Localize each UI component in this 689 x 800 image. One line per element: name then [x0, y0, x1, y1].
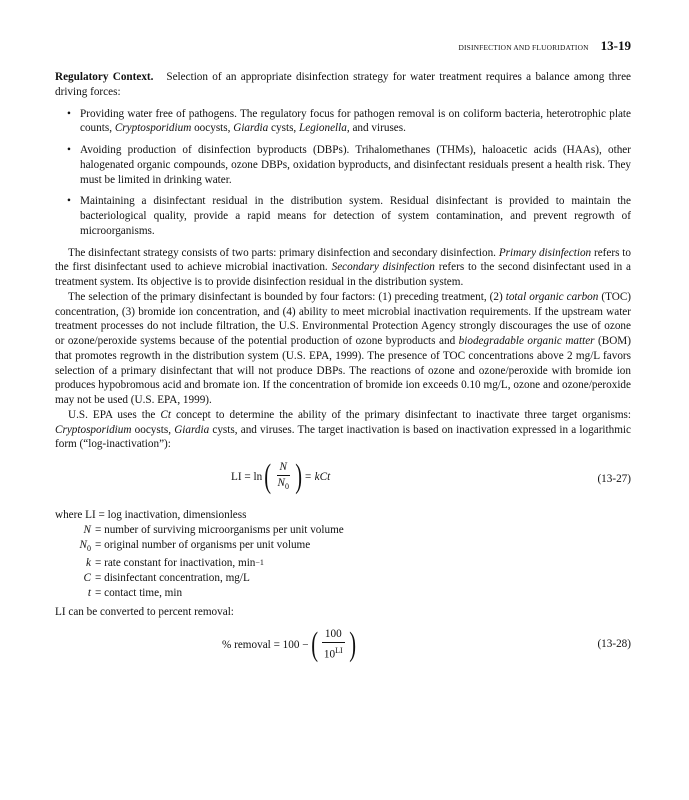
- eq-denominator: 10: [323, 649, 336, 662]
- running-head-title: DISINFECTION AND FLUORIDATION: [458, 43, 589, 52]
- bullet-icon: •: [67, 107, 71, 120]
- right-paren-icon: ): [295, 458, 303, 496]
- paragraph-primary-selection: The selection of the primary disinfectant is bounded by four factors: (1) preceding treatment, (2) total organic carbon (TOC) concentration, (3) bromide ion concentration, and (4) ability to meet microbial inactivation requirements. If the upstream water treatment processes do not include filtration, the U.S. Environmental Protection Agency strongly discourages the use of ozone or ozone/peroxide systems because of the potential production of ozone byproducts and biodegradable organic matter (BOM) that promotes regrowth in the distribution system (U.S. EPA, 1999). The presence of TOC concentrations above 2 mg/L favors selection of a primary disinfectant that will not produce DBPs. The reactions of ozone and ozone/peroxide with bromide ion produces hypobromous acid and bromate ion. If the concentration of bromide ion exceeds 0.10 mg/L, ozone and ozone/peroxide may not be used (U.S. EPA, 1999).: [55, 290, 632, 406]
- eq-lhs: % removal = 100 −: [222, 638, 309, 651]
- intro-text: Selection of an appropriate disinfection strategy for water treatment requires a balance among three driving forces:: [55, 71, 632, 98]
- equation-expression: [222, 627, 358, 663]
- left-paren-icon: (: [264, 458, 272, 496]
- definition-row: t = contact time, min: [87, 586, 183, 599]
- list-item: • Avoiding production of disinfection byproducts (DBPs). Trihalomethanes (THMs), haloacetic acids (HAAs), other halogenated organic compounds, ozone DBPs, oxidation byproducts, and disinfectant residuals present a health risk. They must be limited in drinking water.: [67, 144, 631, 186]
- fraction: $\frac{N}{N_0}$: [277, 461, 289, 492]
- eq-rhs: = kCt: [304, 470, 331, 483]
- list-item: • Maintaining a disinfectant residual in the distribution system. Residual disinfectant is provided to maintain the bacteriological quality, provide a rapid means for detection of system contamination, and prevent regrowth of microorganisms.: [67, 195, 631, 237]
- equation-13-28: [55, 627, 631, 669]
- percent-removal-lead-in: LI can be converted to percent removal:: [55, 605, 234, 618]
- left-paren-icon: (: [310, 626, 318, 664]
- running-head: [458, 38, 631, 54]
- eq-numerator: N: [279, 461, 287, 473]
- equation-13-27: [55, 458, 631, 504]
- eq-denominator: N: [277, 477, 285, 489]
- definition-row: C = disinfectant concentration, mg/L: [83, 572, 250, 585]
- section-run-in-heading: Regulatory Context.: [55, 71, 154, 83]
- bullet-icon: •: [67, 144, 71, 156]
- fraction: $\frac{100}{10^{LI}}$: [321, 627, 346, 663]
- bullet-icon: •: [67, 195, 71, 208]
- eq-numerator: 100: [322, 627, 345, 643]
- definition-row: $N_0$ = original number of organisms per unit volume: [79, 538, 311, 553]
- driving-forces-list: [55, 107, 631, 239]
- intro-paragraph: [55, 70, 631, 100]
- list-item: • Providing water free of pathogens. The regulatory focus for pathogen removal is on coliform bacteria, heterotrophic plate counts, Cryptosporidium oocysts, Giardia cysts, Legionella, and viruses.: [67, 107, 631, 135]
- right-paren-icon: ): [348, 626, 356, 664]
- page-number: 13-19: [600, 38, 631, 53]
- paragraph-disinfectant-strategy: The disinfectant strategy consists of two parts: primary disinfection and secondary disinfection. Primary disinfection refers to the first disinfectant used to achieve microbial inactivation. Secondary disinfection refers to the second disinfectant used in a treatment system. Its objective is to provide disinfection residual in the distribution system.: [55, 246, 631, 288]
- equation-expression: [231, 460, 330, 494]
- definition-row: N = number of surviving microorganisms per unit volume: [83, 523, 344, 536]
- definition-row: k = rate constant for inactivation, min −1: [86, 557, 264, 570]
- variable-definitions: [55, 508, 631, 601]
- equation-number: (13-28): [597, 638, 631, 651]
- eq-lhs: LI = ln: [231, 470, 263, 483]
- definition-row: where LI = log inactivation, dimensionless: [55, 509, 247, 521]
- paragraph-ct-concept: U.S. EPA uses the Ct concept to determine the ability of the primary disinfectant to inactivate three target organisms: Cryptosporidium oocysts, Giardia cysts, and viruses. The target inactivation is based on inactivation expressed in a logarithmic form (“log-inactivation”):: [55, 408, 632, 451]
- page-body: [55, 70, 631, 669]
- equation-number: (13-27): [597, 473, 631, 485]
